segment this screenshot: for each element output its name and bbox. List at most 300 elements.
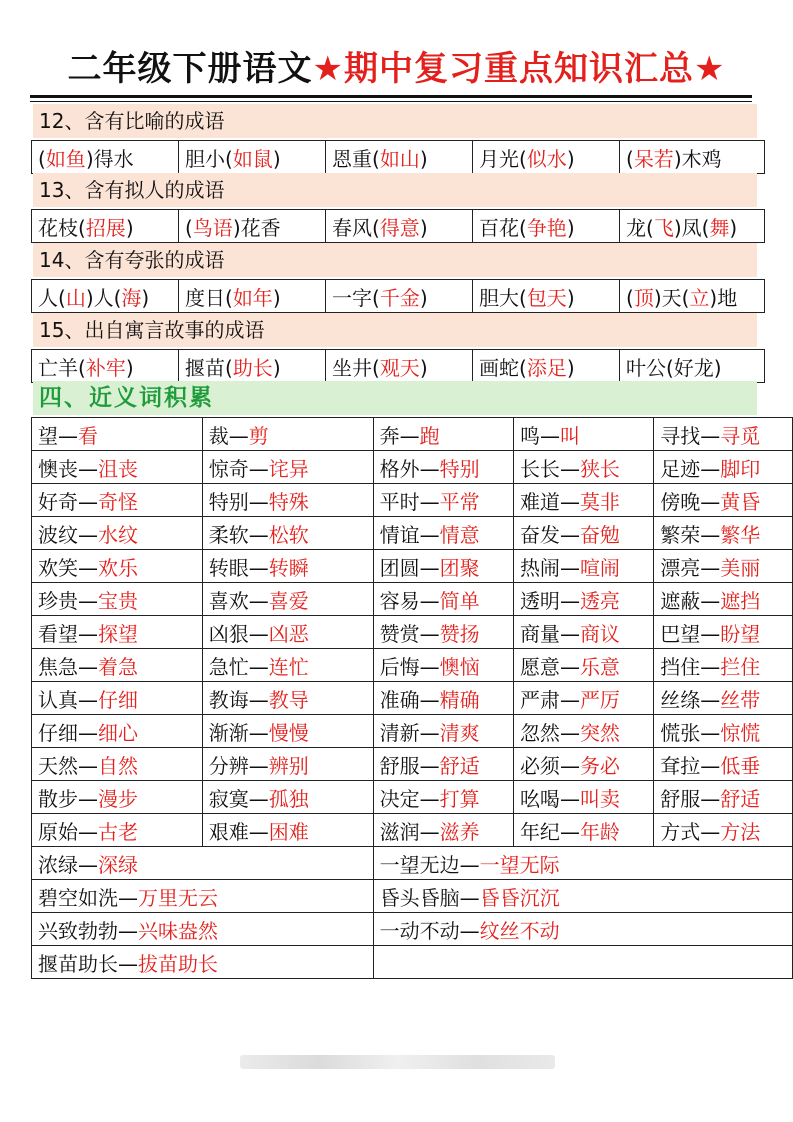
idiom-text: ): [272, 355, 281, 380]
synonym-cell: [202, 451, 373, 484]
table-row: [32, 682, 793, 715]
synonym-cell: [202, 418, 373, 451]
dash: —: [559, 588, 580, 613]
dash: —: [700, 687, 721, 712]
dash: —: [419, 522, 440, 547]
synonym-answer: 寻觅: [720, 423, 761, 448]
synonym-cell: [32, 517, 203, 550]
table-row: [32, 583, 793, 616]
synonym-word: 懊丧: [38, 456, 78, 481]
dash: —: [78, 621, 98, 646]
synonym-word: 渐渐: [208, 720, 249, 745]
page-title: [30, 44, 763, 94]
section-heading: 13、含有拟人的成语: [33, 173, 757, 207]
synonym-cell: [654, 715, 793, 748]
dash: —: [248, 621, 269, 646]
synonym-word: 分辨: [208, 753, 249, 778]
idiom-text: 胆小(: [185, 146, 233, 171]
idiom-text: (: [38, 146, 46, 171]
idiom-text: ): [272, 285, 281, 310]
blurred-watermark: [240, 1055, 555, 1069]
dash: —: [700, 423, 721, 448]
dash: —: [700, 753, 721, 778]
dash: —: [78, 753, 98, 778]
synonym-cell: [32, 814, 203, 847]
dash: —: [248, 720, 269, 745]
dash: —: [248, 588, 269, 613]
synonym-answer: 沮丧: [98, 456, 138, 481]
synonym-answer: 看: [78, 423, 98, 448]
synonym-word: 认真: [38, 687, 78, 712]
synonym-cell: [202, 781, 373, 814]
dash: —: [419, 588, 440, 613]
idiom-text: ): [566, 285, 575, 310]
idiom-text: 花枝(: [38, 215, 86, 240]
idiom-text: ): [272, 146, 281, 171]
table-row: [32, 280, 765, 313]
idiom-cell: [326, 350, 473, 383]
dash: —: [559, 720, 580, 745]
dash: —: [248, 786, 269, 811]
idiom-table: [31, 349, 765, 383]
idiom-text: ): [419, 215, 428, 240]
idiom-cell: [326, 210, 473, 243]
synonym-word: 透明: [519, 588, 560, 613]
dash: —: [700, 489, 721, 514]
idiom-text: 坐井(: [332, 355, 380, 380]
synonym-cell: [373, 517, 513, 550]
idiom-answer: 助长: [232, 355, 273, 380]
synonym-cell: [32, 748, 203, 781]
dash: —: [78, 489, 98, 514]
synonym-cell: [513, 781, 653, 814]
synonym-word: 浓绿: [38, 852, 78, 877]
dash: —: [419, 456, 440, 481]
synonym-cell: [373, 616, 513, 649]
synonym-cell: [202, 484, 373, 517]
idiom-text: 一字(: [332, 285, 380, 310]
idiom-text: ): [419, 146, 428, 171]
idiom-answer: 立: [689, 285, 710, 310]
synonym-cell: [513, 649, 653, 682]
synonym-answer: 诧异: [268, 456, 309, 481]
synonym-cell: [654, 583, 793, 616]
table-row: [32, 350, 765, 383]
idiom-answer: 观天: [379, 355, 420, 380]
synonym-answer: 漫步: [98, 786, 138, 811]
synonym-answer: 方法: [720, 819, 761, 844]
idiom-text: 龙(: [626, 215, 654, 240]
synonym-cell: [373, 418, 513, 451]
synonym-word: 挡住: [660, 654, 701, 679]
synonym-answer: 繁华: [720, 522, 761, 547]
synonym-cell: [202, 583, 373, 616]
synonym-cell: [513, 748, 653, 781]
synonym-answer: 舒适: [439, 753, 480, 778]
synonym-cell: [32, 484, 203, 517]
synonym-wide-cell: [373, 880, 792, 913]
idiom-cell: [326, 141, 473, 174]
idiom-cell: [179, 350, 326, 383]
dash: —: [700, 456, 721, 481]
synonym-cell: [202, 616, 373, 649]
dash: —: [118, 885, 138, 910]
synonym-answer: 连忙: [268, 654, 309, 679]
dash: —: [228, 423, 249, 448]
synonym-word: 滋润: [379, 819, 420, 844]
synonym-word: 长长: [519, 456, 560, 481]
synonym-cell: [513, 814, 653, 847]
dash: —: [419, 819, 440, 844]
dash: —: [559, 753, 580, 778]
table-row: [32, 418, 793, 451]
synonym-word: 平时: [379, 489, 420, 514]
synonym-cell: [32, 451, 203, 484]
idiom-text: ): [419, 355, 428, 380]
table-row: [32, 913, 793, 946]
synonym-word: 团圆: [379, 555, 420, 580]
synonym-word: 惊奇: [208, 456, 249, 481]
synonym-answer: 慢慢: [268, 720, 309, 745]
dash: —: [78, 720, 98, 745]
dash: —: [78, 522, 98, 547]
synonym-word: 天然: [38, 753, 78, 778]
synonym-cell: [373, 583, 513, 616]
synonym-answer: 松软: [268, 522, 309, 547]
synonym-word: 珍贵: [38, 588, 78, 613]
idiom-text: ): [566, 215, 575, 240]
synonym-answer: 乐意: [579, 654, 620, 679]
idiom-answer: 得意: [379, 215, 420, 240]
synonym-answer: 自然: [98, 753, 138, 778]
idiom-text: 人(: [38, 285, 66, 310]
synonym-cell: [32, 550, 203, 583]
idiom-answer: 招展: [85, 215, 126, 240]
synonym-word: 昏头昏脑: [379, 885, 460, 910]
synonym-answer: 简单: [439, 588, 480, 613]
dash: —: [78, 555, 98, 580]
table-row: [32, 484, 793, 517]
synonym-cell: [373, 550, 513, 583]
synonym-answer: 突然: [579, 720, 620, 745]
idiom-text: 春风(: [332, 215, 380, 240]
synonym-answer: 惊慌: [720, 720, 761, 745]
idiom-cell: [179, 280, 326, 313]
idiom-text: ): [125, 355, 134, 380]
synonym-answer: 丝带: [720, 687, 761, 712]
synonym-word: 巴望: [660, 621, 701, 646]
synonym-word: 急忙: [208, 654, 249, 679]
idiom-text: ): [566, 355, 575, 380]
synonym-word: 转眼: [208, 555, 249, 580]
idiom-cell: [620, 280, 765, 313]
dash: —: [559, 522, 580, 547]
synonym-answer: 赞扬: [439, 621, 480, 646]
synonym-answer: 拔苗助长: [138, 951, 218, 976]
synonym-answer: 黄昏: [720, 489, 761, 514]
idiom-answer: 飞: [653, 215, 674, 240]
title-highlight: ★期中复习重点知识汇总★: [312, 49, 726, 89]
idiom-text: 恩重(: [332, 146, 380, 171]
synonym-answer: 转瞬: [268, 555, 309, 580]
dash: —: [700, 522, 721, 547]
dash: —: [559, 786, 580, 811]
synonym-word: 严肃: [519, 687, 560, 712]
synonym-word: 愿意: [519, 654, 560, 679]
idiom-text: 揠苗(: [185, 355, 233, 380]
synonym-word: 舒服: [660, 786, 701, 811]
idiom-text: ): [419, 285, 428, 310]
dash: —: [700, 621, 721, 646]
dash: —: [399, 423, 420, 448]
dash: —: [459, 885, 480, 910]
dash: —: [118, 951, 138, 976]
synonym-word: 商量: [519, 621, 560, 646]
synonym-answer: 年龄: [579, 819, 620, 844]
synonym-word: 遮蔽: [660, 588, 701, 613]
synonym-answer: 孤独: [268, 786, 309, 811]
synonym-cell: [202, 682, 373, 715]
synonym-word: 方式: [660, 819, 701, 844]
synonym-answer: 辨别: [268, 753, 309, 778]
synonym-word: 喜欢: [208, 588, 249, 613]
dash: —: [419, 720, 440, 745]
synonym-word: 原始: [38, 819, 78, 844]
dash: —: [459, 918, 480, 943]
synonym-word: 揠苗助长: [38, 951, 118, 976]
synonym-word: 焦急: [38, 654, 78, 679]
synonym-word: 准确: [379, 687, 420, 712]
dash: —: [248, 555, 269, 580]
section-heading: 12、含有比喻的成语: [33, 104, 757, 138]
synonym-answer: 莫非: [579, 489, 620, 514]
synonym-cell: [202, 715, 373, 748]
table-row: [32, 748, 793, 781]
idiom-answer: 如山: [379, 146, 420, 171]
synonym-cell: [654, 418, 793, 451]
synonym-answer: 仔细: [98, 687, 138, 712]
section-heading: 14、含有夸张的成语: [33, 243, 757, 277]
dash: —: [539, 423, 560, 448]
idiom-text: 胆大(: [479, 285, 527, 310]
dash: —: [58, 423, 78, 448]
synonym-word: 舒服: [379, 753, 420, 778]
synonym-cell: [654, 814, 793, 847]
idiom-text: )人(: [85, 285, 122, 310]
idiom-answer: 争艳: [526, 215, 567, 240]
idiom-cell: [32, 210, 179, 243]
synonym-word: 傍晚: [660, 489, 701, 514]
title-rule-thin: [30, 101, 752, 102]
idiom-answer: 添足: [526, 355, 567, 380]
table-row: [32, 814, 793, 847]
dash: —: [78, 687, 98, 712]
idiom-cell: [32, 280, 179, 313]
synonym-cell: [654, 550, 793, 583]
dash: —: [419, 753, 440, 778]
dash: —: [248, 753, 269, 778]
dash: —: [459, 852, 480, 877]
synonym-wide-cell: [32, 946, 374, 979]
synonym-cell: [202, 748, 373, 781]
synonym-word: 寻找: [660, 423, 701, 448]
synonym-word: 吆喝: [519, 786, 560, 811]
dash: —: [700, 786, 721, 811]
idiom-answer: 鸟语: [192, 215, 233, 240]
dash: —: [248, 456, 269, 481]
synonym-answer: 欢乐: [98, 555, 138, 580]
synonym-cell: [654, 649, 793, 682]
synonym-wide-cell: [373, 847, 792, 880]
idiom-text: 度日(: [185, 285, 233, 310]
synonym-answer: 昏昏沉沉: [479, 885, 560, 910]
dash: —: [248, 522, 269, 547]
synonym-word: 艰难: [208, 819, 249, 844]
table-row: [32, 550, 793, 583]
dash: —: [419, 687, 440, 712]
dash: —: [559, 819, 580, 844]
idiom-answer: 山: [65, 285, 86, 310]
synonym-answer: 万里无云: [138, 885, 218, 910]
dash: —: [559, 621, 580, 646]
title-main: 二年级下册语文: [67, 49, 313, 89]
synonym-word: 清新: [379, 720, 420, 745]
synonym-cell: [202, 550, 373, 583]
dash: —: [700, 588, 721, 613]
synonym-answer: 宝贵: [98, 588, 138, 613]
synonym-answer: 叫: [559, 423, 580, 448]
dash: —: [559, 456, 580, 481]
idiom-text: )木鸡: [673, 146, 722, 171]
dash: —: [559, 555, 580, 580]
synonym-word: 慌张: [660, 720, 701, 745]
idiom-text: ): [125, 215, 134, 240]
idiom-text: )得水: [85, 146, 134, 171]
idiom-answer: 如年: [232, 285, 273, 310]
synonym-answer: 舒适: [720, 786, 761, 811]
synonym-cell: [373, 649, 513, 682]
synonym-answer: 拦住: [720, 654, 761, 679]
synonym-word: 看望: [38, 621, 78, 646]
synonym-answer: 情意: [439, 522, 480, 547]
idiom-text: 百花(: [479, 215, 527, 240]
synonym-cell: [202, 814, 373, 847]
table-row: [32, 715, 793, 748]
idiom-cell: [473, 210, 620, 243]
synonym-cell: [202, 517, 373, 550]
synonym-cell: [513, 484, 653, 517]
title-rule-thick: [30, 95, 752, 98]
synonym-cell: [513, 715, 653, 748]
dash: —: [78, 852, 98, 877]
dash: —: [700, 555, 721, 580]
synonym-wide-cell: [373, 946, 792, 979]
synonym-word: 情谊: [379, 522, 420, 547]
synonym-wide-cell: [32, 847, 374, 880]
synonym-word: 鸣: [519, 423, 540, 448]
idiom-answer: 如鱼: [45, 146, 86, 171]
synonym-answer: 古老: [98, 819, 138, 844]
dash: —: [700, 654, 721, 679]
synonym-word: 漂亮: [660, 555, 701, 580]
synonym-answer: 遮挡: [720, 588, 761, 613]
idiom-table: [31, 279, 765, 313]
synonym-wide-cell: [32, 880, 374, 913]
synonym-cell: [32, 682, 203, 715]
synonym-answer: 兴味盎然: [138, 918, 218, 943]
synonym-word: 裁: [208, 423, 229, 448]
synonym-word: 丝绦: [660, 687, 701, 712]
idiom-text: ): [729, 215, 738, 240]
dash: —: [248, 489, 269, 514]
synonym-word: 兴致勃勃: [38, 918, 118, 943]
synonym-word: 欢笑: [38, 555, 78, 580]
idiom-answer: 呆若: [633, 146, 674, 171]
table-row: [32, 451, 793, 484]
dash: —: [78, 456, 98, 481]
synonym-cell: [373, 748, 513, 781]
dash: —: [559, 687, 580, 712]
synonym-word: 奔: [379, 423, 400, 448]
table-row: [32, 847, 793, 880]
synonym-answer: 狭长: [579, 456, 620, 481]
synonym-cell: [32, 649, 203, 682]
section-heading: 15、出自寓言故事的成语: [33, 313, 757, 347]
idiom-answer: 包天: [526, 285, 567, 310]
idiom-text: )凤(: [673, 215, 710, 240]
synonym-answer: 脚印: [720, 456, 761, 481]
idiom-cell: [326, 280, 473, 313]
synonym-word: 散步: [38, 786, 78, 811]
synonym-answer: 商议: [579, 621, 620, 646]
synonym-answer: 特别: [439, 456, 480, 481]
dash: —: [419, 786, 440, 811]
idiom-text: )花香: [232, 215, 281, 240]
synonym-word: 望: [38, 423, 58, 448]
synonym-answer: 奇怪: [98, 489, 138, 514]
synonym-word: 波纹: [38, 522, 78, 547]
idiom-text: 画蛇(: [479, 355, 527, 380]
synonym-answer: 一望无际: [479, 852, 560, 877]
synonym-answer: 平常: [439, 489, 480, 514]
synonym-cell: [373, 682, 513, 715]
synonym-cell: [654, 451, 793, 484]
table-row: [32, 880, 793, 913]
synonym-answer: 叫卖: [579, 786, 620, 811]
idiom-cell: [620, 141, 765, 174]
idiom-text: 叶公(好龙): [626, 355, 722, 380]
idiom-cell: [32, 141, 179, 174]
idiom-text: (: [626, 146, 634, 171]
synonym-cell: [32, 616, 203, 649]
idiom-text: 月光(: [479, 146, 527, 171]
synonym-cell: [32, 583, 203, 616]
idiom-text: (: [626, 285, 634, 310]
synonym-answer: 困难: [268, 819, 309, 844]
idiom-answer: 补牢: [85, 355, 126, 380]
idiom-cell: [179, 210, 326, 243]
synonym-answer: 懊恼: [439, 654, 480, 679]
dash: —: [419, 621, 440, 646]
table-row: [32, 781, 793, 814]
synonym-answer: 着急: [98, 654, 138, 679]
synonym-answer: 严厉: [579, 687, 620, 712]
synonym-answer: 精确: [439, 687, 480, 712]
idiom-answer: 似水: [526, 146, 567, 171]
table-row: [32, 649, 793, 682]
synonym-cell: [513, 550, 653, 583]
idiom-text: )天(: [653, 285, 690, 310]
